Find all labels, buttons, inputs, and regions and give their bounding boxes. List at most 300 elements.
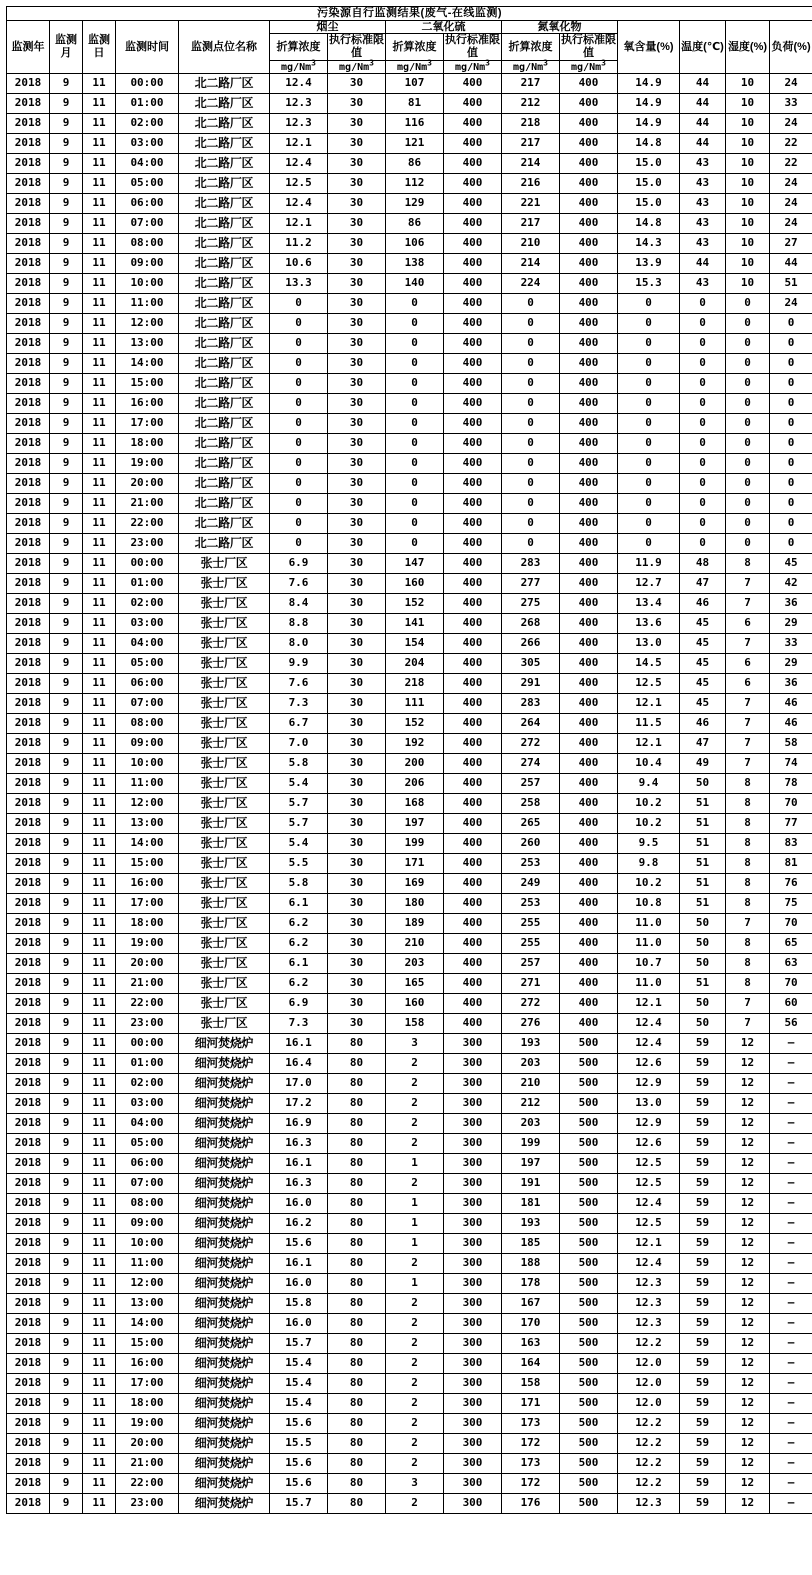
cell-oxygen: 0	[618, 514, 680, 534]
cell-nox-conc: 224	[502, 274, 560, 294]
cell-oxygen: 0	[618, 334, 680, 354]
cell-load: –	[770, 1114, 812, 1134]
cell-load: –	[770, 1234, 812, 1254]
cell-point-name: 张士厂区	[179, 614, 270, 634]
cell-humidity: 7	[726, 914, 770, 934]
cell-oxygen: 10.7	[618, 954, 680, 974]
cell-nox-limit: 500	[560, 1314, 618, 1334]
cell-day: 11	[83, 594, 116, 614]
table-row	[7, 214, 812, 234]
header-year: 监测年	[7, 20, 50, 73]
cell-year: 2018	[7, 1334, 50, 1354]
cell-nox-limit: 400	[560, 374, 618, 394]
table-row	[7, 1254, 812, 1274]
cell-humidity: 8	[726, 854, 770, 874]
cell-time: 06:00	[116, 674, 179, 694]
cell-year: 2018	[7, 1234, 50, 1254]
cell-so2-conc: 2	[386, 1054, 444, 1074]
cell-time: 00:00	[116, 74, 179, 94]
cell-humidity: 7	[726, 994, 770, 1014]
cell-temperature: 59	[680, 1314, 726, 1334]
cell-humidity: 7	[726, 734, 770, 754]
cell-month: 9	[50, 1474, 83, 1494]
cell-so2-limit: 400	[444, 754, 502, 774]
cell-humidity: 12	[726, 1394, 770, 1414]
cell-point-name: 北二路厂区	[179, 354, 270, 374]
table-row	[7, 694, 812, 714]
cell-dust-limit: 30	[328, 234, 386, 254]
table-row	[7, 274, 812, 294]
cell-time: 22:00	[116, 1474, 179, 1494]
cell-point-name: 细河焚烧炉	[179, 1174, 270, 1194]
cell-oxygen: 12.4	[618, 1254, 680, 1274]
cell-month: 9	[50, 1074, 83, 1094]
cell-oxygen: 12.9	[618, 1114, 680, 1134]
cell-load: 77	[770, 814, 812, 834]
cell-so2-conc: 2	[386, 1394, 444, 1414]
cell-nox-limit: 400	[560, 194, 618, 214]
cell-so2-conc: 3	[386, 1474, 444, 1494]
cell-nox-limit: 400	[560, 694, 618, 714]
cell-nox-conc: 0	[502, 514, 560, 534]
cell-so2-limit: 400	[444, 474, 502, 494]
cell-time: 03:00	[116, 614, 179, 634]
cell-temperature: 50	[680, 774, 726, 794]
cell-year: 2018	[7, 474, 50, 494]
cell-so2-conc: 203	[386, 954, 444, 974]
cell-dust-limit: 30	[328, 214, 386, 234]
cell-dust-conc: 16.2	[270, 1214, 328, 1234]
cell-nox-conc: 188	[502, 1254, 560, 1274]
cell-day: 11	[83, 1474, 116, 1494]
cell-load: 0	[770, 414, 812, 434]
cell-so2-conc: 86	[386, 154, 444, 174]
cell-dust-limit: 30	[328, 114, 386, 134]
cell-humidity: 8	[726, 554, 770, 574]
cell-day: 11	[83, 154, 116, 174]
cell-so2-limit: 400	[444, 354, 502, 374]
table-row	[7, 1134, 812, 1154]
cell-temperature: 0	[680, 294, 726, 314]
cell-nox-limit: 500	[560, 1494, 618, 1514]
cell-nox-limit: 400	[560, 634, 618, 654]
cell-dust-limit: 80	[328, 1094, 386, 1114]
cell-dust-limit: 30	[328, 434, 386, 454]
cell-dust-limit: 30	[328, 374, 386, 394]
cell-year: 2018	[7, 334, 50, 354]
cell-humidity: 7	[726, 634, 770, 654]
cell-temperature: 43	[680, 214, 726, 234]
cell-nox-limit: 400	[560, 954, 618, 974]
cell-humidity: 6	[726, 674, 770, 694]
cell-dust-conc: 0	[270, 494, 328, 514]
cell-load: 24	[770, 214, 812, 234]
cell-so2-limit: 400	[444, 794, 502, 814]
cell-dust-limit: 30	[328, 594, 386, 614]
cell-humidity: 8	[726, 774, 770, 794]
cell-so2-limit: 400	[444, 574, 502, 594]
cell-point-name: 北二路厂区	[179, 494, 270, 514]
cell-dust-limit: 80	[328, 1454, 386, 1474]
cell-nox-limit: 400	[560, 114, 618, 134]
cell-nox-conc: 0	[502, 534, 560, 554]
cell-day: 11	[83, 534, 116, 554]
cell-so2-conc: 199	[386, 834, 444, 854]
cell-month: 9	[50, 714, 83, 734]
cell-so2-limit: 400	[444, 654, 502, 674]
cell-temperature: 0	[680, 474, 726, 494]
cell-temperature: 51	[680, 834, 726, 854]
cell-time: 13:00	[116, 334, 179, 354]
cell-dust-conc: 0	[270, 474, 328, 494]
cell-point-name: 细河焚烧炉	[179, 1234, 270, 1254]
cell-point-name: 北二路厂区	[179, 374, 270, 394]
cell-month: 9	[50, 194, 83, 214]
cell-load: 83	[770, 834, 812, 854]
cell-temperature: 46	[680, 714, 726, 734]
cell-so2-limit: 400	[444, 514, 502, 534]
cell-humidity: 8	[726, 894, 770, 914]
table-row	[7, 234, 812, 254]
cell-load: 0	[770, 514, 812, 534]
cell-temperature: 45	[680, 614, 726, 634]
cell-so2-limit: 400	[444, 194, 502, 214]
cell-nox-limit: 400	[560, 534, 618, 554]
cell-year: 2018	[7, 974, 50, 994]
cell-so2-conc: 171	[386, 854, 444, 874]
cell-year: 2018	[7, 1474, 50, 1494]
cell-nox-conc: 277	[502, 574, 560, 594]
table-row	[7, 954, 812, 974]
cell-time: 11:00	[116, 294, 179, 314]
cell-point-name: 北二路厂区	[179, 274, 270, 294]
cell-point-name: 细河焚烧炉	[179, 1314, 270, 1334]
cell-time: 14:00	[116, 354, 179, 374]
cell-nox-limit: 400	[560, 994, 618, 1014]
cell-time: 22:00	[116, 514, 179, 534]
cell-nox-conc: 199	[502, 1134, 560, 1154]
cell-dust-limit: 80	[328, 1334, 386, 1354]
cell-time: 07:00	[116, 1174, 179, 1194]
cell-so2-limit: 400	[444, 454, 502, 474]
cell-temperature: 45	[680, 654, 726, 674]
cell-nox-limit: 400	[560, 214, 618, 234]
cell-dust-conc: 7.3	[270, 1014, 328, 1034]
cell-temperature: 59	[680, 1374, 726, 1394]
cell-temperature: 59	[680, 1194, 726, 1214]
cell-temperature: 59	[680, 1074, 726, 1094]
cell-month: 9	[50, 1014, 83, 1034]
cell-dust-conc: 0	[270, 354, 328, 374]
cell-humidity: 10	[726, 154, 770, 174]
cell-load: –	[770, 1034, 812, 1054]
cell-load: –	[770, 1214, 812, 1234]
cell-oxygen: 15.0	[618, 174, 680, 194]
cell-dust-conc: 12.3	[270, 94, 328, 114]
table-row	[7, 1034, 812, 1054]
cell-nox-conc: 218	[502, 114, 560, 134]
cell-oxygen: 12.3	[618, 1314, 680, 1334]
table-row	[7, 314, 812, 334]
cell-nox-conc: 171	[502, 1394, 560, 1414]
cell-day: 11	[83, 1274, 116, 1294]
cell-so2-conc: 121	[386, 134, 444, 154]
cell-nox-conc: 212	[502, 94, 560, 114]
cell-so2-limit: 300	[444, 1334, 502, 1354]
cell-load: 74	[770, 754, 812, 774]
cell-load: 0	[770, 314, 812, 334]
cell-point-name: 北二路厂区	[179, 174, 270, 194]
cell-month: 9	[50, 594, 83, 614]
cell-oxygen: 14.9	[618, 114, 680, 134]
cell-temperature: 59	[680, 1274, 726, 1294]
cell-so2-conc: 138	[386, 254, 444, 274]
cell-oxygen: 12.1	[618, 694, 680, 714]
header-dust-conc-unit: mg/Nm$^3$	[270, 60, 328, 74]
header-group-so2: 二氧化硫	[386, 20, 502, 34]
cell-nox-limit: 400	[560, 354, 618, 374]
cell-month: 9	[50, 334, 83, 354]
cell-year: 2018	[7, 494, 50, 514]
cell-day: 11	[83, 1074, 116, 1094]
cell-oxygen: 12.5	[618, 1154, 680, 1174]
table-row	[7, 994, 812, 1014]
cell-nox-limit: 400	[560, 654, 618, 674]
cell-nox-limit: 400	[560, 274, 618, 294]
cell-month: 9	[50, 274, 83, 294]
table-row	[7, 1214, 812, 1234]
cell-month: 9	[50, 294, 83, 314]
table-row	[7, 1014, 812, 1034]
cell-so2-conc: 1	[386, 1194, 444, 1214]
cell-month: 9	[50, 234, 83, 254]
cell-oxygen: 9.5	[618, 834, 680, 854]
cell-so2-limit: 300	[444, 1054, 502, 1074]
cell-nox-limit: 400	[560, 394, 618, 414]
cell-dust-conc: 15.6	[270, 1474, 328, 1494]
table-row	[7, 614, 812, 634]
cell-nox-limit: 400	[560, 94, 618, 114]
cell-time: 03:00	[116, 134, 179, 154]
cell-day: 11	[83, 474, 116, 494]
cell-oxygen: 14.8	[618, 134, 680, 154]
cell-so2-limit: 400	[444, 974, 502, 994]
cell-month: 9	[50, 534, 83, 554]
cell-so2-limit: 300	[444, 1234, 502, 1254]
cell-load: 75	[770, 894, 812, 914]
cell-dust-limit: 30	[328, 934, 386, 954]
cell-humidity: 12	[726, 1154, 770, 1174]
cell-dust-conc: 12.5	[270, 174, 328, 194]
cell-day: 11	[83, 1294, 116, 1314]
cell-time: 18:00	[116, 1394, 179, 1414]
cell-so2-conc: 140	[386, 274, 444, 294]
cell-dust-limit: 30	[328, 974, 386, 994]
header-group-dust: 烟尘	[270, 20, 386, 34]
emission-monitoring-table	[6, 6, 812, 1514]
cell-day: 11	[83, 134, 116, 154]
cell-point-name: 北二路厂区	[179, 234, 270, 254]
cell-day: 11	[83, 814, 116, 834]
cell-dust-conc: 15.6	[270, 1414, 328, 1434]
cell-so2-conc: 0	[386, 514, 444, 534]
cell-nox-limit: 500	[560, 1294, 618, 1314]
cell-load: 81	[770, 854, 812, 874]
cell-dust-conc: 16.0	[270, 1274, 328, 1294]
cell-nox-conc: 203	[502, 1054, 560, 1074]
cell-point-name: 张士厂区	[179, 774, 270, 794]
cell-dust-conc: 15.7	[270, 1334, 328, 1354]
cell-nox-limit: 500	[560, 1474, 618, 1494]
table-row	[7, 154, 812, 174]
cell-so2-limit: 400	[444, 934, 502, 954]
cell-so2-conc: 206	[386, 774, 444, 794]
cell-so2-limit: 300	[444, 1094, 502, 1114]
cell-load: 0	[770, 494, 812, 514]
cell-dust-limit: 30	[328, 814, 386, 834]
cell-month: 9	[50, 254, 83, 274]
cell-oxygen: 11.0	[618, 914, 680, 934]
cell-time: 08:00	[116, 714, 179, 734]
cell-nox-limit: 500	[560, 1054, 618, 1074]
cell-so2-conc: 154	[386, 634, 444, 654]
cell-humidity: 0	[726, 414, 770, 434]
cell-oxygen: 0	[618, 294, 680, 314]
cell-load: 45	[770, 554, 812, 574]
cell-nox-limit: 500	[560, 1134, 618, 1154]
cell-dust-limit: 80	[328, 1374, 386, 1394]
cell-dust-limit: 80	[328, 1034, 386, 1054]
cell-so2-limit: 400	[444, 494, 502, 514]
cell-day: 11	[83, 454, 116, 474]
cell-month: 9	[50, 814, 83, 834]
cell-so2-conc: 112	[386, 174, 444, 194]
cell-year: 2018	[7, 814, 50, 834]
cell-point-name: 细河焚烧炉	[179, 1054, 270, 1074]
cell-dust-limit: 30	[328, 854, 386, 874]
cell-nox-conc: 257	[502, 774, 560, 794]
cell-point-name: 北二路厂区	[179, 254, 270, 274]
table-row	[7, 1234, 812, 1254]
cell-nox-limit: 400	[560, 754, 618, 774]
cell-humidity: 12	[726, 1434, 770, 1454]
cell-dust-limit: 30	[328, 454, 386, 474]
cell-day: 11	[83, 314, 116, 334]
cell-so2-conc: 141	[386, 614, 444, 634]
cell-load: –	[770, 1074, 812, 1094]
header-oxygen: 氧含量(%)	[618, 20, 680, 73]
cell-time: 06:00	[116, 194, 179, 214]
cell-point-name: 张士厂区	[179, 754, 270, 774]
cell-so2-conc: 189	[386, 914, 444, 934]
cell-so2-conc: 152	[386, 594, 444, 614]
cell-dust-conc: 10.6	[270, 254, 328, 274]
cell-month: 9	[50, 1194, 83, 1214]
cell-dust-conc: 17.2	[270, 1094, 328, 1114]
cell-so2-conc: 86	[386, 214, 444, 234]
cell-month: 9	[50, 1394, 83, 1414]
cell-dust-conc: 15.8	[270, 1294, 328, 1314]
cell-load: –	[770, 1054, 812, 1074]
table-row	[7, 94, 812, 114]
cell-month: 9	[50, 114, 83, 134]
cell-nox-conc: 264	[502, 714, 560, 734]
cell-month: 9	[50, 914, 83, 934]
cell-so2-limit: 300	[444, 1194, 502, 1214]
cell-oxygen: 10.2	[618, 874, 680, 894]
cell-load: 0	[770, 374, 812, 394]
cell-load: 65	[770, 934, 812, 954]
cell-load: –	[770, 1434, 812, 1454]
cell-load: 46	[770, 694, 812, 714]
cell-day: 11	[83, 1094, 116, 1114]
cell-year: 2018	[7, 294, 50, 314]
cell-year: 2018	[7, 274, 50, 294]
cell-day: 11	[83, 674, 116, 694]
cell-month: 9	[50, 954, 83, 974]
cell-dust-conc: 5.4	[270, 774, 328, 794]
cell-point-name: 北二路厂区	[179, 434, 270, 454]
cell-month: 9	[50, 74, 83, 94]
cell-so2-limit: 400	[444, 594, 502, 614]
cell-time: 20:00	[116, 954, 179, 974]
cell-dust-conc: 5.5	[270, 854, 328, 874]
cell-load: 0	[770, 434, 812, 454]
cell-month: 9	[50, 1354, 83, 1374]
cell-humidity: 8	[726, 934, 770, 954]
table-header	[7, 7, 812, 74]
cell-month: 9	[50, 94, 83, 114]
cell-dust-conc: 9.9	[270, 654, 328, 674]
cell-day: 11	[83, 1254, 116, 1274]
cell-so2-limit: 400	[444, 74, 502, 94]
cell-so2-conc: 2	[386, 1494, 444, 1514]
cell-dust-conc: 15.6	[270, 1234, 328, 1254]
cell-so2-conc: 2	[386, 1134, 444, 1154]
cell-year: 2018	[7, 234, 50, 254]
cell-day: 11	[83, 514, 116, 534]
cell-dust-limit: 30	[328, 94, 386, 114]
cell-year: 2018	[7, 794, 50, 814]
table-row	[7, 1494, 812, 1514]
cell-year: 2018	[7, 1214, 50, 1234]
table-body	[7, 74, 812, 1514]
cell-humidity: 12	[726, 1294, 770, 1314]
cell-day: 11	[83, 1154, 116, 1174]
cell-year: 2018	[7, 1494, 50, 1514]
cell-oxygen: 12.5	[618, 1174, 680, 1194]
cell-temperature: 51	[680, 874, 726, 894]
cell-year: 2018	[7, 914, 50, 934]
cell-dust-limit: 30	[328, 694, 386, 714]
table-row	[7, 1174, 812, 1194]
cell-point-name: 北二路厂区	[179, 334, 270, 354]
cell-humidity: 7	[726, 754, 770, 774]
cell-nox-conc: 275	[502, 594, 560, 614]
cell-load: 60	[770, 994, 812, 1014]
cell-so2-limit: 300	[444, 1174, 502, 1194]
table-row	[7, 354, 812, 374]
cell-dust-limit: 80	[328, 1134, 386, 1154]
table-row	[7, 674, 812, 694]
table-row	[7, 554, 812, 574]
cell-month: 9	[50, 674, 83, 694]
cell-day: 11	[83, 654, 116, 674]
cell-month: 9	[50, 874, 83, 894]
cell-dust-conc: 12.4	[270, 194, 328, 214]
cell-humidity: 12	[726, 1034, 770, 1054]
cell-day: 11	[83, 354, 116, 374]
